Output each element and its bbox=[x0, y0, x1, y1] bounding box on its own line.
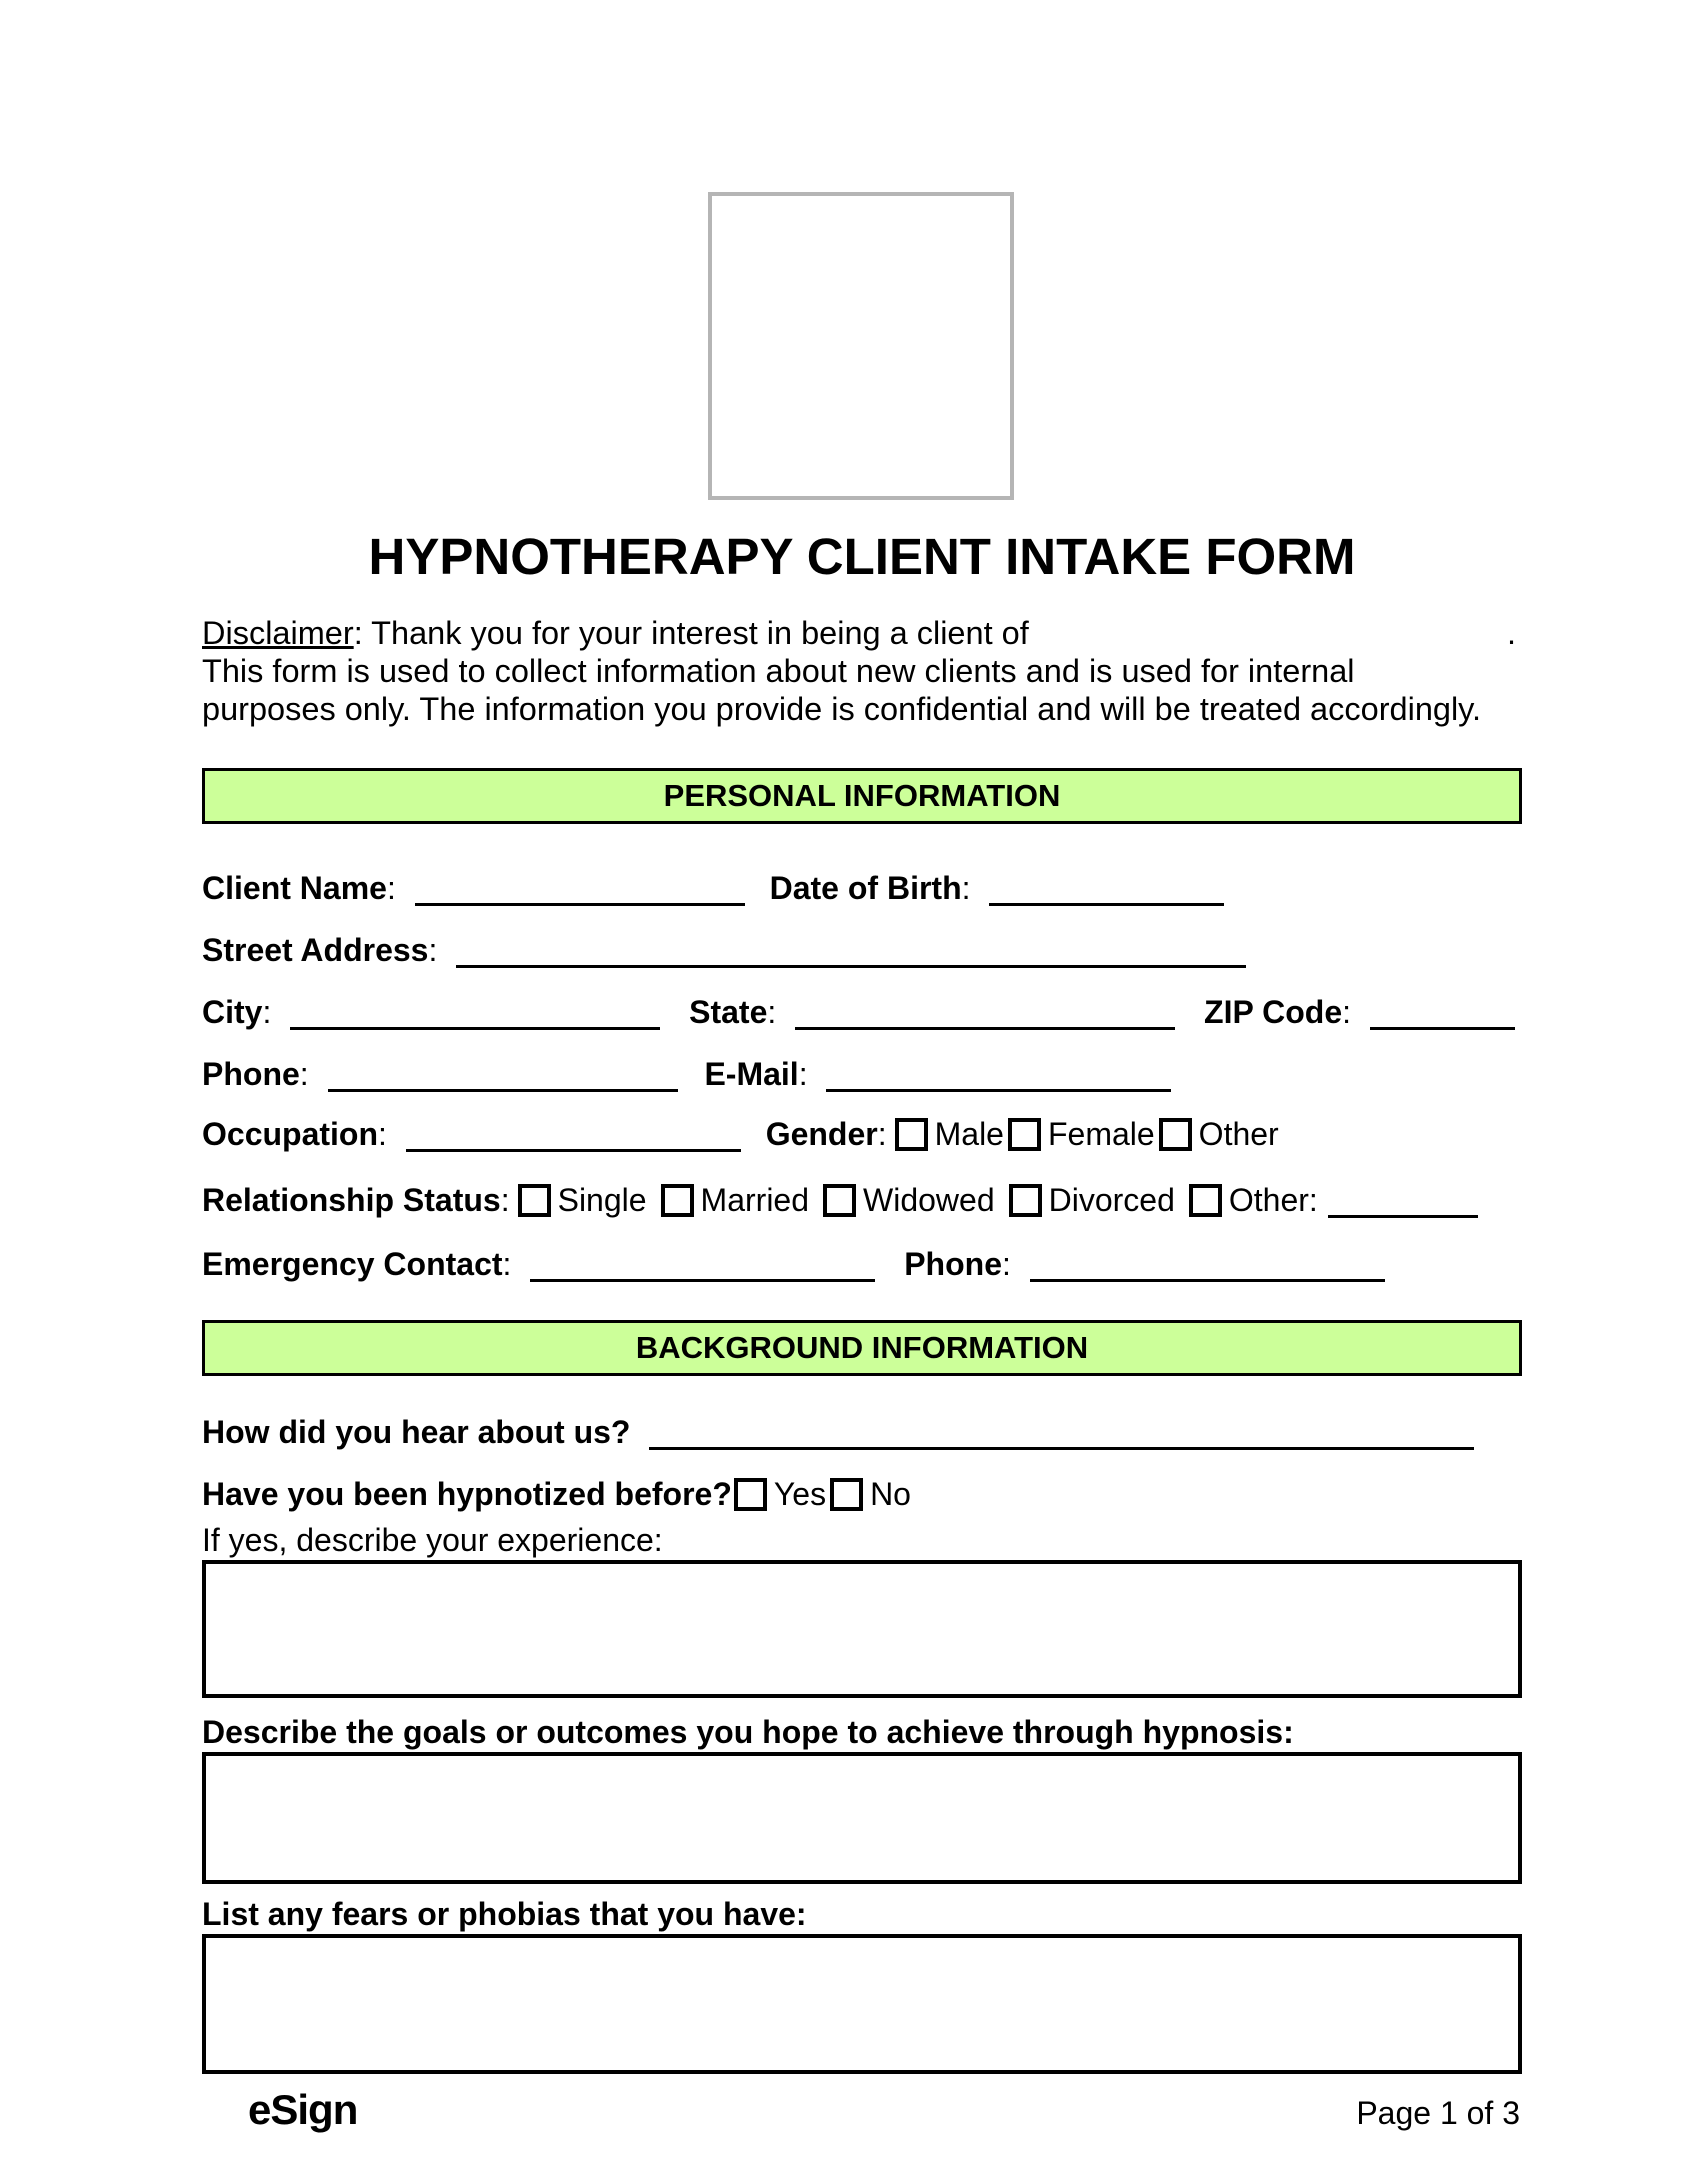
hypnotized-option-yes: Yes bbox=[773, 1476, 827, 1512]
zip-code-label: ZIP Code bbox=[1204, 994, 1343, 1030]
page-indicator: Page 1 of 3 bbox=[1356, 2095, 1520, 2131]
colon: : bbox=[767, 994, 777, 1030]
colon: : bbox=[798, 1056, 808, 1092]
esign-logo: eSign bbox=[248, 2086, 358, 2133]
disclaimer-label: Disclaimer bbox=[202, 615, 354, 651]
relationship-other-input[interactable] bbox=[1328, 1184, 1478, 1218]
gender-option-female: Female bbox=[1047, 1116, 1155, 1152]
zip-code-input[interactable] bbox=[1370, 996, 1515, 1030]
colon: : bbox=[378, 1116, 387, 1152]
disclaimer-line-2: This form is used to collect information about new clients and is used for internal bbox=[202, 653, 1355, 689]
checkbox-relationship-divorced[interactable] bbox=[1009, 1184, 1042, 1217]
hear-about-us-label: How did you hear about us? bbox=[202, 1414, 631, 1450]
section-header-background-text: BACKGROUND INFORMATION bbox=[635, 1330, 1089, 1365]
hear-about-us-input[interactable] bbox=[649, 1416, 1474, 1450]
relationship-option-single: Single bbox=[557, 1182, 647, 1218]
row-occupation-gender bbox=[202, 1114, 1522, 1154]
relationship-option-widowed: Widowed bbox=[863, 1182, 995, 1218]
email-label: E-Mail bbox=[704, 1056, 799, 1092]
checkbox-gender-male[interactable] bbox=[895, 1118, 928, 1151]
email-input[interactable] bbox=[826, 1058, 1171, 1092]
goals-label: Describe the goals or outcomes you hope to achieve through hypnosis: bbox=[202, 1714, 1294, 1750]
row-relationship-status bbox=[202, 1180, 1522, 1220]
state-input[interactable] bbox=[795, 996, 1175, 1030]
row-city-state-zip bbox=[202, 992, 1522, 1032]
page-title: HYPNOTHERAPY CLIENT INTAKE FORM bbox=[368, 528, 1356, 585]
colon: : bbox=[1308, 1182, 1318, 1218]
colon: : bbox=[1342, 994, 1352, 1030]
gender-option-other: Other bbox=[1198, 1116, 1279, 1152]
street-address-label: Street Address bbox=[202, 932, 429, 968]
relationship-option-other: Other bbox=[1228, 1182, 1309, 1218]
checkbox-relationship-married[interactable] bbox=[661, 1184, 694, 1217]
disclaimer-paragraph bbox=[202, 614, 1522, 728]
city-input[interactable] bbox=[290, 996, 660, 1030]
section-header-personal-text: PERSONAL INFORMATION bbox=[663, 778, 1061, 813]
checkbox-relationship-other[interactable] bbox=[1189, 1184, 1222, 1217]
colon: : bbox=[386, 870, 396, 906]
colon: : bbox=[502, 1246, 512, 1282]
phone-label: Phone bbox=[202, 1056, 300, 1092]
goals-textbox[interactable] bbox=[202, 1752, 1522, 1884]
disclaimer-line-3: purposes only. The information you provide is confidential and will be treated accordingly. bbox=[202, 691, 1482, 727]
fears-textbox[interactable] bbox=[202, 1934, 1522, 2074]
row-hear-about-us bbox=[202, 1412, 1522, 1452]
dob-label: Date of Birth bbox=[769, 870, 962, 906]
client-name-label: Client Name bbox=[202, 870, 387, 906]
emergency-contact-label: Emergency Contact bbox=[202, 1246, 503, 1282]
row-client-name-dob bbox=[202, 868, 1522, 908]
row-phone-email bbox=[202, 1054, 1522, 1094]
checkbox-gender-female[interactable] bbox=[1008, 1118, 1041, 1151]
experience-label: If yes, describe your experience: bbox=[202, 1522, 663, 1558]
colon: : bbox=[961, 870, 971, 906]
section-header-background bbox=[202, 1320, 1522, 1376]
relationship-option-divorced: Divorced bbox=[1048, 1182, 1175, 1218]
experience-textbox[interactable] bbox=[202, 1560, 1522, 1698]
disclaimer-line-1 bbox=[202, 614, 1522, 652]
checkbox-hypnotized-no[interactable] bbox=[830, 1478, 863, 1511]
emergency-phone-label: Phone bbox=[904, 1246, 1002, 1282]
client-name-input[interactable] bbox=[415, 872, 745, 906]
row-emergency-contact bbox=[202, 1244, 1522, 1284]
colon: : bbox=[877, 1116, 887, 1152]
hypnotized-option-no: No bbox=[870, 1476, 911, 1512]
checkbox-hypnotized-yes[interactable] bbox=[734, 1478, 767, 1511]
colon: : bbox=[428, 932, 438, 968]
checkbox-gender-other[interactable] bbox=[1159, 1118, 1192, 1151]
gender-option-male: Male bbox=[934, 1116, 1004, 1152]
hypnotized-before-label: Have you been hypnotized before? bbox=[202, 1476, 732, 1512]
row-street-address bbox=[202, 930, 1522, 970]
relationship-option-married: Married bbox=[700, 1182, 810, 1218]
disclaimer-line1-text: : Thank you for your interest in being a client of bbox=[353, 615, 1029, 651]
logo-placeholder-box bbox=[708, 192, 1014, 500]
dob-input[interactable] bbox=[989, 872, 1224, 906]
occupation-label: Occupation bbox=[202, 1116, 379, 1152]
phone-input[interactable] bbox=[328, 1058, 678, 1092]
city-label: City bbox=[202, 994, 263, 1030]
section-header-personal bbox=[202, 768, 1522, 824]
occupation-input[interactable] bbox=[406, 1118, 741, 1152]
relationship-status-label: Relationship Status bbox=[202, 1182, 501, 1218]
emergency-contact-input[interactable] bbox=[530, 1248, 875, 1282]
page-footer bbox=[202, 2086, 1522, 2134]
colon: : bbox=[1001, 1246, 1011, 1282]
street-address-input[interactable] bbox=[456, 934, 1246, 968]
gender-label: Gender bbox=[765, 1116, 878, 1152]
emergency-phone-input[interactable] bbox=[1030, 1248, 1385, 1282]
fears-label: List any fears or phobias that you have: bbox=[202, 1896, 807, 1932]
disclaimer-line1-period: . bbox=[1506, 615, 1516, 651]
state-label: State bbox=[689, 994, 768, 1030]
checkbox-relationship-widowed[interactable] bbox=[823, 1184, 856, 1217]
colon: : bbox=[299, 1056, 309, 1092]
checkbox-relationship-single[interactable] bbox=[518, 1184, 551, 1217]
colon: : bbox=[262, 994, 272, 1030]
colon: : bbox=[500, 1182, 510, 1218]
row-hypnotized-before bbox=[202, 1474, 1522, 1514]
